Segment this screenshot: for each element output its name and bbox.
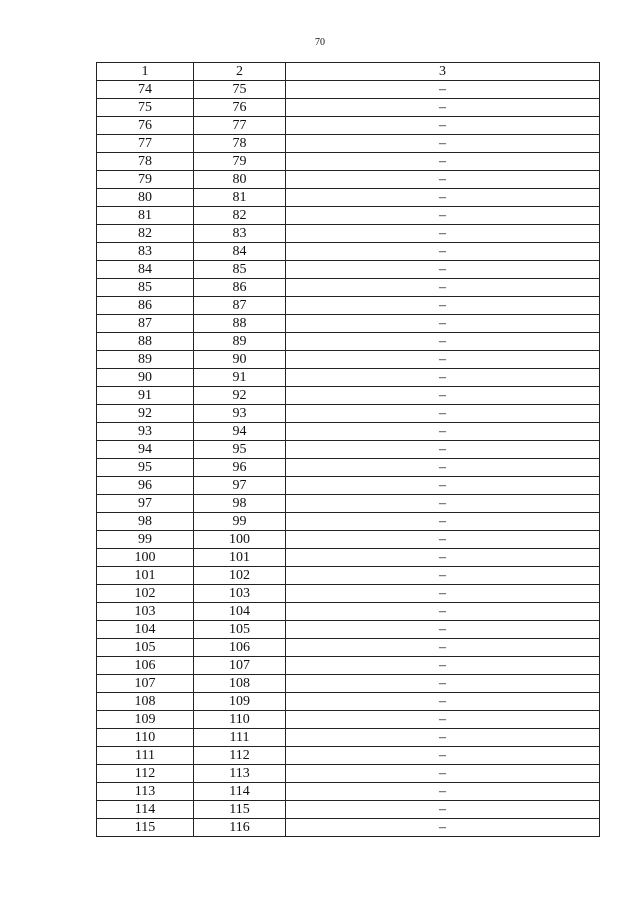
table-row: [97, 765, 600, 783]
table-row: [97, 711, 600, 729]
table-cell: 93: [194, 405, 286, 423]
table-cell: 82: [97, 225, 194, 243]
table-row: [97, 747, 600, 765]
page-number: 70: [315, 37, 325, 48]
table-cell: 91: [97, 387, 194, 405]
table-cell: 87: [194, 297, 286, 315]
table-cell: 106: [194, 639, 286, 657]
table-cell: 104: [97, 621, 194, 639]
table-cell: 77: [194, 117, 286, 135]
table-cell: 114: [97, 801, 194, 819]
table-cell: 98: [97, 513, 194, 531]
table-cell: 90: [194, 351, 286, 369]
table-row: [97, 441, 600, 459]
table-cell: –: [286, 333, 600, 351]
table-cell: 113: [194, 765, 286, 783]
table-cell: 96: [97, 477, 194, 495]
table-header-row: [97, 63, 600, 81]
table-cell: 107: [97, 675, 194, 693]
table-cell: 81: [194, 189, 286, 207]
table-cell: 108: [194, 675, 286, 693]
table-cell: 75: [194, 81, 286, 99]
table-cell: 115: [97, 819, 194, 837]
table-row: [97, 99, 600, 117]
table-row: [97, 333, 600, 351]
table-cell: –: [286, 297, 600, 315]
table-cell: –: [286, 477, 600, 495]
table-row: [97, 261, 600, 279]
table-row: [97, 153, 600, 171]
column-header: 2: [194, 63, 286, 81]
table-row: [97, 315, 600, 333]
table-cell: –: [286, 459, 600, 477]
table-row: [97, 189, 600, 207]
table-cell: 95: [194, 441, 286, 459]
table-cell: –: [286, 783, 600, 801]
table-cell: 87: [97, 315, 194, 333]
table-cell: –: [286, 765, 600, 783]
table-cell: 74: [97, 81, 194, 99]
data-table: [96, 62, 600, 837]
table-cell: 112: [97, 765, 194, 783]
table-row: [97, 135, 600, 153]
table-cell: 86: [194, 279, 286, 297]
table-cell: –: [286, 405, 600, 423]
table-cell: 90: [97, 369, 194, 387]
table-cell: 99: [97, 531, 194, 549]
table-cell: 109: [194, 693, 286, 711]
table-cell: 82: [194, 207, 286, 225]
table-cell: –: [286, 315, 600, 333]
table-row: [97, 531, 600, 549]
table-cell: –: [286, 621, 600, 639]
table-row: [97, 207, 600, 225]
table-row: [97, 423, 600, 441]
table-row: [97, 819, 600, 837]
table-row: [97, 783, 600, 801]
table-cell: 75: [97, 99, 194, 117]
table-cell: –: [286, 585, 600, 603]
table-row: [97, 279, 600, 297]
table-cell: 94: [97, 441, 194, 459]
table-cell: –: [286, 243, 600, 261]
table-cell: –: [286, 153, 600, 171]
table-row: [97, 297, 600, 315]
table-cell: –: [286, 171, 600, 189]
table-cell: –: [286, 135, 600, 153]
table-cell: 88: [194, 315, 286, 333]
table-cell: 111: [194, 729, 286, 747]
table-row: [97, 243, 600, 261]
table-cell: 85: [194, 261, 286, 279]
table-cell: 100: [97, 549, 194, 567]
table-row: [97, 405, 600, 423]
table-row: [97, 117, 600, 135]
table-cell: –: [286, 261, 600, 279]
table-cell: –: [286, 567, 600, 585]
table-row: [97, 351, 600, 369]
table-cell: 103: [194, 585, 286, 603]
table-row: [97, 693, 600, 711]
table-cell: 109: [97, 711, 194, 729]
table-cell: 102: [97, 585, 194, 603]
table-cell: –: [286, 117, 600, 135]
table-cell: 92: [97, 405, 194, 423]
table-cell: 97: [194, 477, 286, 495]
table-cell: 80: [194, 171, 286, 189]
table-cell: –: [286, 531, 600, 549]
table-row: [97, 171, 600, 189]
table-cell: 101: [97, 567, 194, 585]
table-cell: 84: [194, 243, 286, 261]
table-cell: 88: [97, 333, 194, 351]
table-row: [97, 477, 600, 495]
table-cell: 113: [97, 783, 194, 801]
table-cell: 101: [194, 549, 286, 567]
table-cell: 95: [97, 459, 194, 477]
table-cell: 108: [97, 693, 194, 711]
table-cell: –: [286, 549, 600, 567]
table-cell: 97: [97, 495, 194, 513]
table-cell: –: [286, 99, 600, 117]
table-cell: –: [286, 675, 600, 693]
table-cell: –: [286, 387, 600, 405]
table-cell: –: [286, 441, 600, 459]
table-row: [97, 729, 600, 747]
table-cell: –: [286, 639, 600, 657]
table-cell: –: [286, 693, 600, 711]
table-cell: 100: [194, 531, 286, 549]
table-cell: 83: [97, 243, 194, 261]
table-cell: 110: [97, 729, 194, 747]
table-row: [97, 585, 600, 603]
table-row: [97, 675, 600, 693]
table-cell: 85: [97, 279, 194, 297]
table-row: [97, 81, 600, 99]
table-row: [97, 459, 600, 477]
table-cell: –: [286, 207, 600, 225]
table-cell: –: [286, 747, 600, 765]
table-cell: 96: [194, 459, 286, 477]
table-cell: –: [286, 495, 600, 513]
table-cell: 106: [97, 657, 194, 675]
table-body: [97, 63, 600, 837]
table-cell: 93: [97, 423, 194, 441]
table-cell: 116: [194, 819, 286, 837]
table-cell: 76: [194, 99, 286, 117]
table-cell: –: [286, 189, 600, 207]
table-cell: 81: [97, 207, 194, 225]
table-cell: 98: [194, 495, 286, 513]
table-cell: –: [286, 729, 600, 747]
column-header: 1: [97, 63, 194, 81]
table-cell: 110: [194, 711, 286, 729]
table-row: [97, 387, 600, 405]
table-row: [97, 567, 600, 585]
table-cell: 89: [97, 351, 194, 369]
table-cell: –: [286, 369, 600, 387]
table-row: [97, 657, 600, 675]
table-cell: –: [286, 711, 600, 729]
table-row: [97, 603, 600, 621]
table-cell: 86: [97, 297, 194, 315]
table-row: [97, 495, 600, 513]
table-cell: 84: [97, 261, 194, 279]
table-cell: 111: [97, 747, 194, 765]
table-cell: –: [286, 225, 600, 243]
table-cell: –: [286, 423, 600, 441]
table-cell: 94: [194, 423, 286, 441]
table-cell: 102: [194, 567, 286, 585]
table-row: [97, 369, 600, 387]
table-cell: 79: [194, 153, 286, 171]
table-cell: 91: [194, 369, 286, 387]
table-cell: –: [286, 657, 600, 675]
column-header: 3: [286, 63, 600, 81]
table-cell: –: [286, 603, 600, 621]
table-cell: 99: [194, 513, 286, 531]
table-cell: –: [286, 819, 600, 837]
table-row: [97, 225, 600, 243]
table-cell: 78: [97, 153, 194, 171]
table-cell: 92: [194, 387, 286, 405]
table-cell: 83: [194, 225, 286, 243]
table-cell: –: [286, 81, 600, 99]
table-row: [97, 621, 600, 639]
table-row: [97, 549, 600, 567]
table-cell: 105: [194, 621, 286, 639]
table-cell: 76: [97, 117, 194, 135]
table-cell: –: [286, 279, 600, 297]
table-cell: 105: [97, 639, 194, 657]
table-cell: –: [286, 513, 600, 531]
table-row: [97, 513, 600, 531]
table-cell: 115: [194, 801, 286, 819]
table-cell: 107: [194, 657, 286, 675]
table-cell: –: [286, 351, 600, 369]
table-cell: 80: [97, 189, 194, 207]
table-cell: 77: [97, 135, 194, 153]
table-row: [97, 639, 600, 657]
table-cell: 79: [97, 171, 194, 189]
table-cell: 89: [194, 333, 286, 351]
table-row: [97, 801, 600, 819]
table-cell: –: [286, 801, 600, 819]
table-cell: 114: [194, 783, 286, 801]
table-cell: 103: [97, 603, 194, 621]
table-cell: 104: [194, 603, 286, 621]
table-cell: 78: [194, 135, 286, 153]
table-cell: 112: [194, 747, 286, 765]
